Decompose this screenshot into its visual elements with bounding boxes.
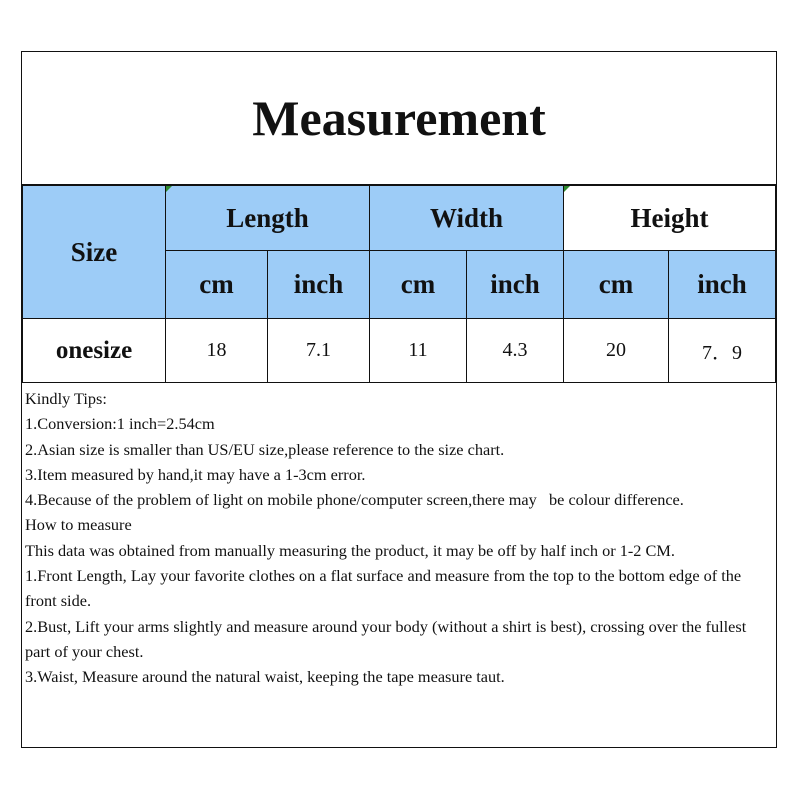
tip-line: This data was obtained from manually measuring the product, it may be off by half inch or 1-2 CM. bbox=[25, 540, 675, 560]
tip-line: 3.Waist, Measure around the natural waist, keeping the tape measure taut. bbox=[25, 667, 505, 687]
how-to-measure-heading: How to measure bbox=[25, 515, 132, 535]
width-header: Width bbox=[370, 186, 564, 251]
width-cm-value: 11 bbox=[370, 319, 467, 383]
tip-line: 1.Conversion:1 inch=2.54cm bbox=[25, 414, 215, 434]
row-size-name: onesize bbox=[23, 319, 166, 383]
tip-line: 1.Front Length, Lay your favorite clothes on a flat surface and measure from the top to the bottom edge of the front side. bbox=[25, 566, 746, 611]
page-title: Measurement bbox=[22, 52, 776, 185]
tip-line: 2.Asian size is smaller than US/EU size,please reference to the size chart. bbox=[25, 439, 505, 459]
measurement-sheet bbox=[21, 51, 777, 748]
size-table bbox=[22, 185, 776, 383]
width-inch-value: 4.3 bbox=[467, 319, 564, 383]
width-cm-header: cm bbox=[370, 251, 467, 319]
height-cm-value: 20 bbox=[564, 319, 669, 383]
height-cm-header: cm bbox=[564, 251, 669, 319]
table-row bbox=[23, 319, 776, 383]
length-inch-header: inch bbox=[268, 251, 370, 319]
size-header: Size bbox=[23, 186, 166, 319]
length-cm-header: cm bbox=[166, 251, 268, 319]
height-inch-header: inch bbox=[669, 251, 776, 319]
height-header: Height bbox=[564, 186, 776, 251]
length-inch-value: 7.1 bbox=[268, 319, 370, 383]
height-inch-value: 7．9 bbox=[669, 319, 776, 383]
tip-line: 4.Because of the problem of light on mobile phone/computer screen,there may be colour difference. bbox=[25, 490, 684, 510]
tips-section bbox=[22, 382, 776, 690]
length-header: Length bbox=[166, 186, 370, 251]
tips-heading: Kindly Tips: bbox=[25, 389, 107, 408]
length-cm-value: 18 bbox=[166, 319, 268, 383]
tip-line: 2.Bust, Lift your arms slightly and measure around your body (without a shirt is best), crossing over the fullest part of your chest. bbox=[25, 616, 751, 661]
tip-line: 3.Item measured by hand,it may have a 1-3cm error. bbox=[25, 464, 366, 484]
width-inch-header: inch bbox=[467, 251, 564, 319]
